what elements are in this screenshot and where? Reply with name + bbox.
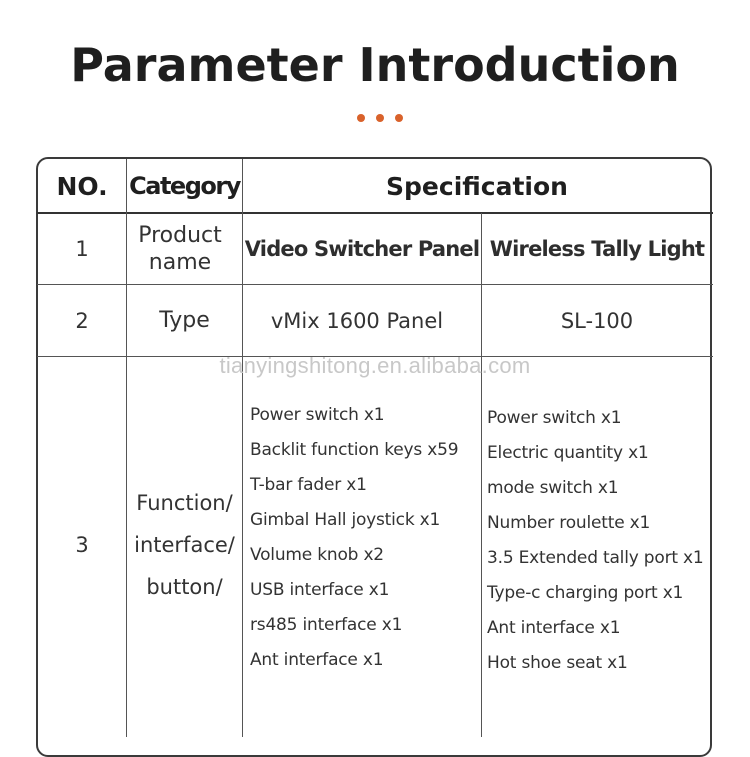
- switcher-features-list: [250, 398, 458, 678]
- category-cell: [127, 357, 242, 732]
- list-item: Ant interface x1: [250, 650, 384, 670]
- spec-cell: Wireless Tally Light: [489, 237, 705, 261]
- row-number: 3: [75, 532, 89, 557]
- category-cell: Type: [159, 308, 210, 333]
- title-decoration-dots: [357, 114, 407, 124]
- spec-cell: SL-100: [560, 308, 634, 333]
- page-title: Parameter Introduction: [70, 38, 680, 92]
- list-item: Power switch x1: [487, 408, 622, 428]
- list-item: Ant interface x1: [487, 618, 621, 638]
- dot-icon: [376, 114, 384, 122]
- dot-icon: [357, 114, 365, 122]
- list-item: USB interface x1: [250, 580, 390, 600]
- list-item: Type-c charging port x1: [487, 583, 684, 603]
- row-number: 2: [75, 308, 89, 333]
- category-line: button/: [146, 574, 223, 599]
- row-number: 1: [75, 237, 89, 261]
- watermark: tianyingshitong.en.alibaba.com: [219, 353, 531, 378]
- list-item: Electric quantity x1: [487, 443, 649, 463]
- dot-icon: [395, 114, 403, 122]
- category-cell: Product name: [138, 223, 222, 275]
- list-item: Hot shoe seat x1: [487, 653, 628, 673]
- list-item: Number roulette x1: [487, 513, 651, 533]
- list-item: Backlit function keys x59: [250, 440, 459, 460]
- header-category: Category: [129, 172, 240, 200]
- list-item: Gimbal Hall joystick x1: [250, 510, 441, 530]
- list-item: mode switch x1: [487, 478, 619, 498]
- list-item: 3.5 Extended tally port x1: [487, 548, 704, 568]
- category-line: Function/: [136, 490, 233, 515]
- header-specification: Specification: [386, 171, 568, 201]
- header-no: NO.: [56, 171, 108, 201]
- category-line: interface/: [134, 532, 235, 557]
- list-item: Power switch x1: [250, 405, 385, 425]
- spec-cell: Video Switcher Panel: [244, 237, 480, 261]
- list-item: Volume knob x2: [250, 545, 384, 565]
- list-item: T-bar fader x1: [250, 475, 367, 495]
- spec-cell: vMix 1600 Panel: [270, 308, 444, 333]
- tally-features-list: [487, 401, 704, 681]
- list-item: rs485 interface x1: [250, 615, 403, 635]
